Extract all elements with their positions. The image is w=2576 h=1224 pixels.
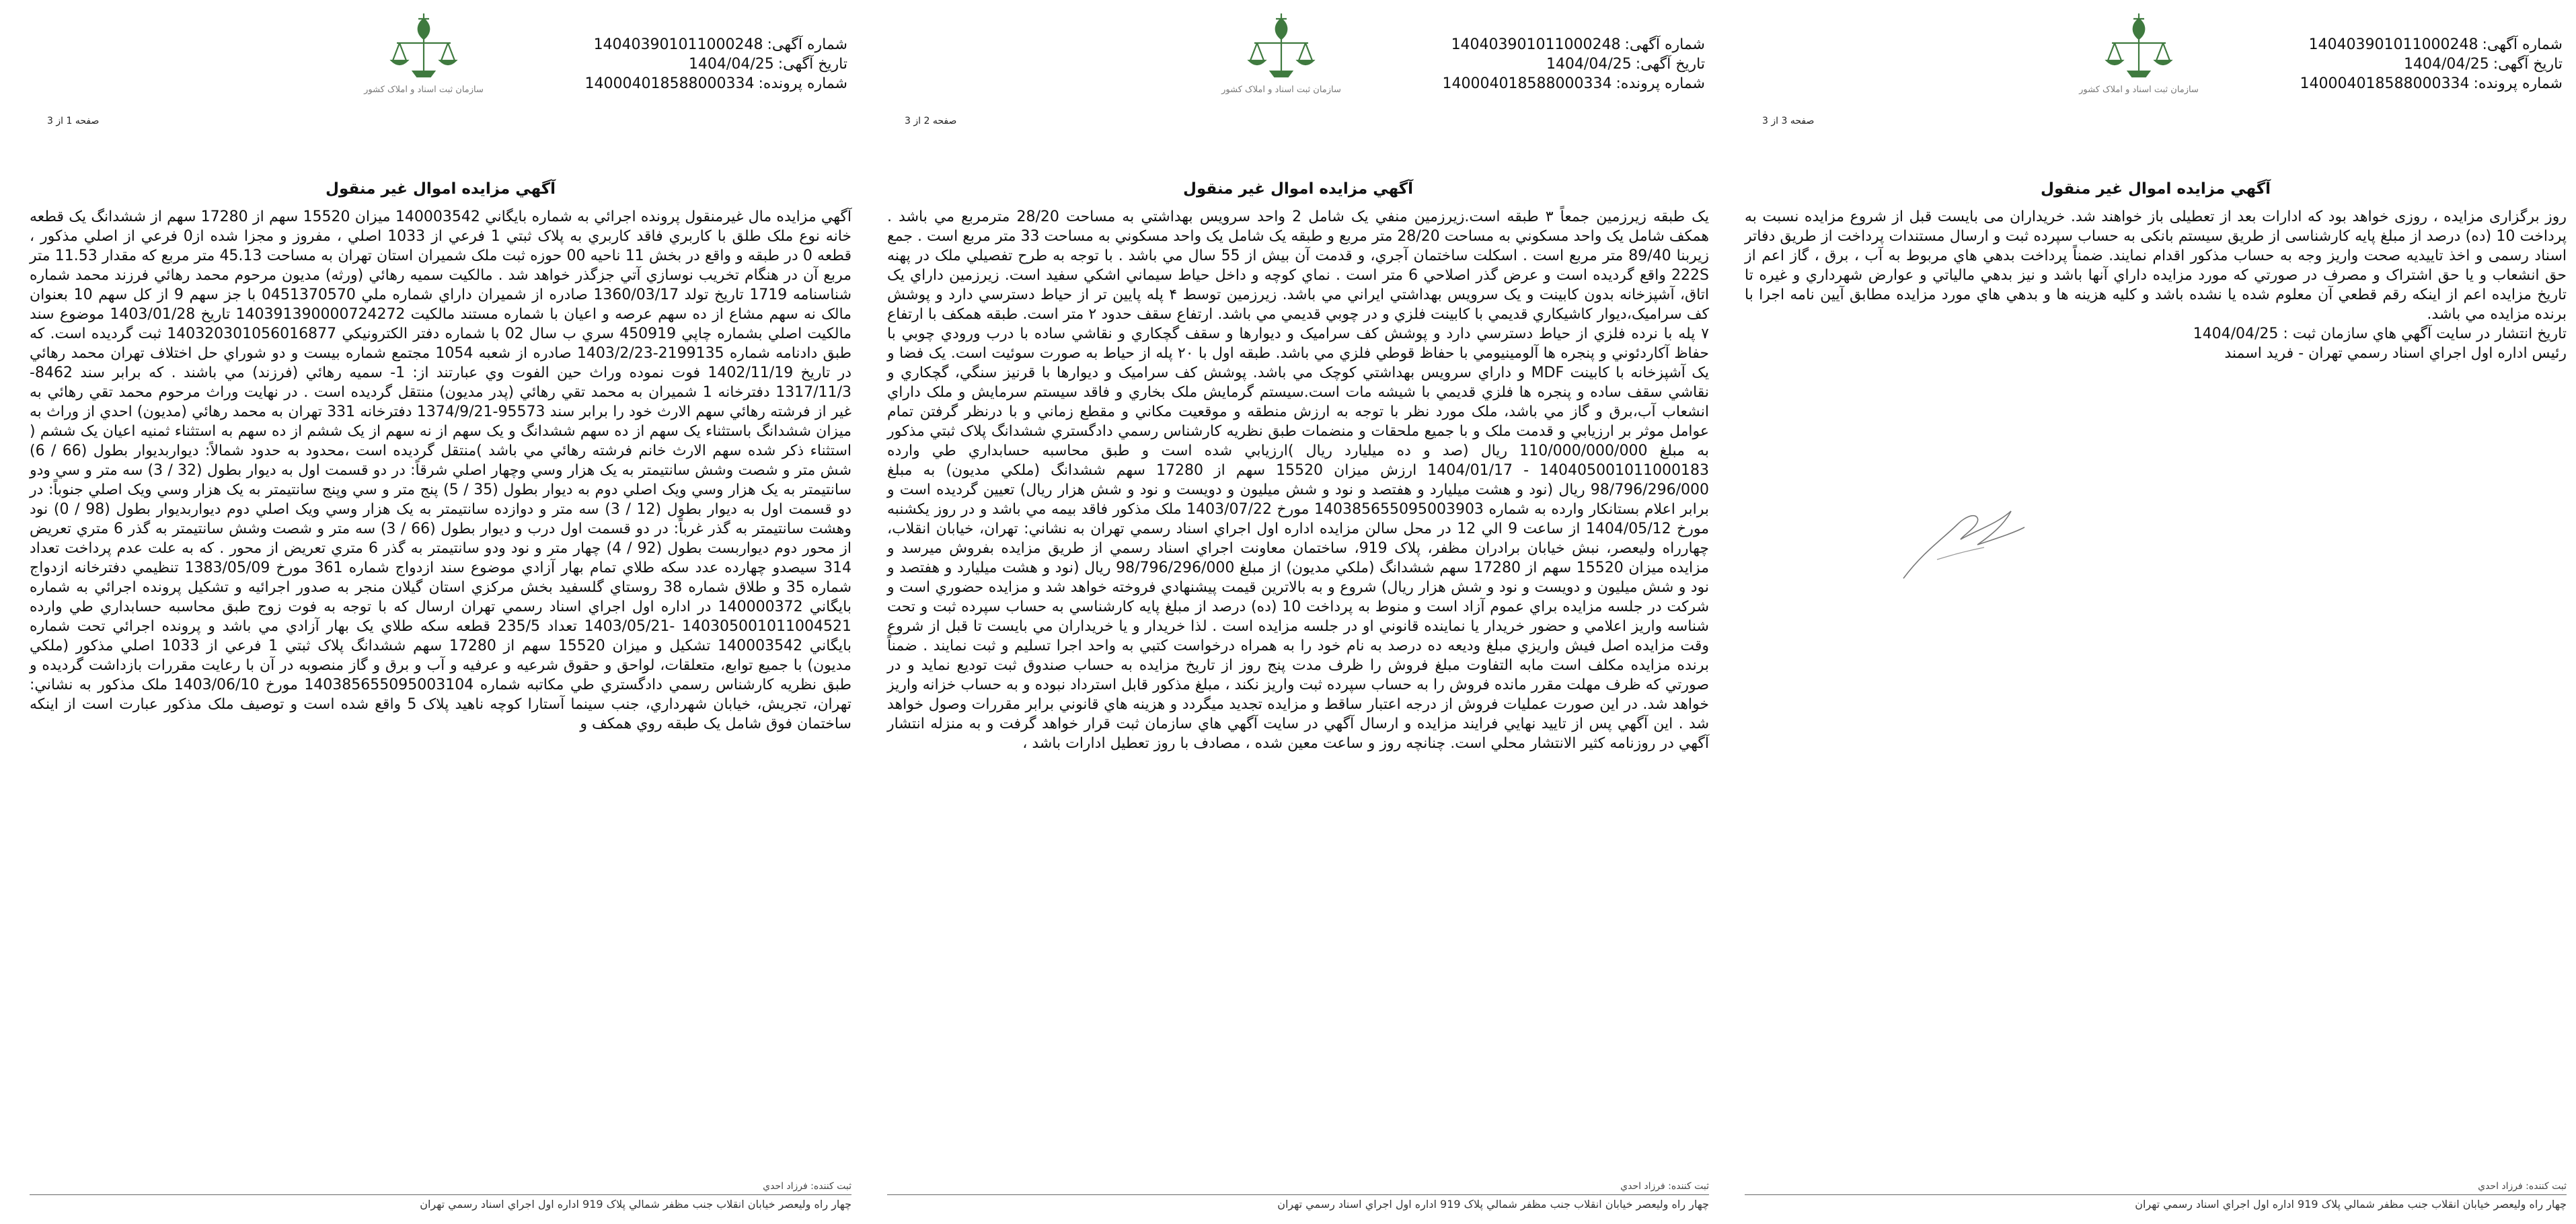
ad-body [1745, 207, 2567, 363]
page-number: صفحه 1 از 3 [47, 116, 100, 126]
registered-by: ثبت کننده: فرزاد احدي [763, 1181, 851, 1192]
emblem-caption: سازمان ثبت اسناد و املاک کشور [364, 85, 484, 95]
office-address: چهار راه وليعصر خيابان انقلاب جنب مظفر شمالي پلاک 919 اداره اول اجراي اسناد رسمي تهران [420, 1198, 851, 1211]
registered-by: ثبت کننده: فرزاد احدي [1620, 1181, 1709, 1192]
ad-number: 140403901011000248 [593, 36, 763, 53]
ad-page-1 [20, 0, 861, 1224]
handwritten-signature [1897, 498, 2031, 588]
registered-by: ثبت کننده: فرزاد احدي [2478, 1181, 2567, 1192]
file-number-label: شماره پرونده: [758, 75, 847, 92]
office-address: چهار راه وليعصر خيابان انقلاب جنب مظفر شمالي پلاک 919 اداره اول اجراي اسناد رسمي تهران [2135, 1198, 2567, 1211]
ad-number: 140403901011000248 [1451, 36, 1621, 53]
office-address: چهار راه وليعصر خيابان انقلاب جنب مظفر شمالي پلاک 919 اداره اول اجراي اسناد رسمي تهران [1277, 1198, 1709, 1211]
ad-date-label: تاریخ آگهی: [778, 56, 847, 73]
ad-paragraph: يک طبقه زيرزمين جمعاً ٣ طبقه است.زيرزمين منفي يک شامل 2 واحد سرويس بهداشتي به مساحت 28/20 مترمربع مي باشد . همکف شامل يک واحد مسکوني به مساحت 28/20 متر مربع و طبقه يک شامل يک واحد مسکوني به مساحت 33 متر مربع است . جمع زيربنا 89/40 متر مربع است . اسکلت ساختمان آجري، و قدمت آن بيش از 55 سال مي باشد . با توجه به طرح تفصيلي ملک در پهنه 222S واقع گرديده است و عرض گذر اصلاحي 6 متر است . نماي کوچه و داخل حياط سيماني اشکي سفيد است. زيرزمين داراي يک اتاق، آشپزخانه بدون کابينت و يک سرويس بهداشتي ايراني مي باشد. زيرزمين توسط ۴ پله پايين تر از حياط دسترسي دارد و پوشش کف سراميک،ديوار کاشيکاري قديمي با کابينت فلزي و در چوبي قديمي مي باشد. ارتفاع سقف حدود ٢ متر است. طبقه همکف با ارتفاع ٧ پله با نرده فلزي از حياط دسترسي دارد و پوشش کف سراميک و ديوارها و سقف گچکاري و نقاشي ساده با درب ورودي چوبي با حفاظ آکاردئوني و پنجره ها آلومينيومي با حفاظ قوطي فلزي مي باشد. طبقه اول با ٢٠ پله از حياط به صورت سوئيت است. يک فضا و يک آشپزخانه با کابينت MDF و داراي سرويس بهداشتي کوچک مي باشد. پوشش کف سراميک و ديوارها با قرنيز سنگي، گچکاري و نقاشي سقف ساده و پنجره ها فلزي قديمي با شيشه مات است.سيستم گرمايش ملک بخاري و فاقد سيستم سرمايش و ملک داراي انشعاب آب،برق و گاز مي باشد، ملک مورد نظر با توجه به ارزش منطقه و موقعيت مکاني و مقطع زماني و با درنظر گرفتن تمام عوامل موثر بر ارزيابي و قدمت ملک و با جميع ملحقات و منضمات طبق نظريه کارشناس رسمي دادگستري ششدانگ پلاک ثبتي مذکور به مبلغ 110/000/000/000 ريال (صد و ده ميليارد ريال )ارزيابي شده است و طبق محاسبه حسابداري طي وارده 140405001011000183 - 1404/01/17 ارزش ميزان 15520 سهم از 17280 سهم ششدانگ (ملکي مديون) به مبلغ 98/796/296/000 ريال (نود و هشت ميليارد و هفتصد و نود و شش ميليون و دويست و نود و شش هزار ريال) تعيين گرديده است و برابر اعلام بستانکار وارده به شماره 140385655095003903 مورخ 1403/07/22 ملک مذکور فاقد بيمه مي باشد و در روز يکشنبه مورخ 1404/05/12 از ساعت 9 الي 12 در محل سالن مزايده اداره اول اجراي اسناد رسمي تهران به نشاني: تهران، خيابان انقلاب، چهارراه وليعصر، نبش خيابان برادران مظفر، پلاک 919، ساختمان معاونت اجراي اسناد رسمي از طريق مزايده بفروش ميرسد و مزايده ميزان 15520 سهم از 17280 سهم ششدانگ (ملکي مديون) از مبلغ 98/796/296/000 ريال (نود و هشت ميليارد و هفتصد و نود و شش ميليون و دويست و نود و شش هزار ريال) شروع و به بالاترين قيمت پيشنهادي فروخته خواهد شد و مزايده حضوري است و شرکت در جلسه مزايده براي عموم آزاد است و منوط به پرداخت 10 (ده) درصد از مبلغ پايه کارشناسي به حساب سپرده ثبت و تحت شناسه واريز اعلامي و حضور خريدار يا نماينده قانوني او در جلسه مزايده است . لذا خريدار و يا خريداران مي بايست تا قبل از شروع وقت مزايده اصل فيش واريزي مبلغ وديعه ده درصد به نام خود را به همراه درخواست کتبي به واحد اجرا تسليم و ثبت نمايند . ضمناً برنده مزايده مکلف است مابه التفاوت مبلغ فروش را ظرف مدت پنج روز از تاريخ مزايده به حساب صندوق ثبت توديع نمايد و در صورتي که ظرف مهلت مقرر مانده فروش را به حساب سپرده ثبت واريز نکند ، مبلغ مذکور قابل استرداد نبوده و به حساب خزانه واريز خواهد شد. در اين صورت عمليات فروش از درجه اعتبار ساقط و مزايده تجديد ميگردد و هزينه هاي قانوني برابر مقررات وصول خواهد شد . اين آگهي پس از تاييد نهايي فرايند مزايده و ارسال آگهي در سايت آگهي هاي سازمان ثبت قرار خواهد گرفت و به منزله انتشار آگهي در روزنامه کثير الانتشار محلي است. چنانچه روز و ساعت معين شده ، مصادف با روز تعطيل ادارات باشد ، [887, 208, 1710, 752]
ad-date: 1404/04/25 [2403, 56, 2489, 73]
ad-meta [1439, 35, 1705, 93]
ad-date-label: تاریخ آگهی: [1635, 56, 1705, 73]
ad-date-label: تاریخ آگهی: [2493, 56, 2563, 73]
file-number: 140004018588000334 [584, 75, 755, 92]
ad-number: 140403901011000248 [2308, 36, 2478, 53]
judiciary-emblem-icon [2072, 9, 2206, 110]
ad-number-label: شماره آگهی: [1624, 36, 1705, 53]
judiciary-emblem-icon [356, 9, 491, 110]
ad-number-label: شماره آگهی: [767, 36, 847, 53]
ad-title: آگهي مزايده اموال غير منقول [325, 180, 556, 198]
footer-divider [30, 1194, 851, 1195]
file-number-label: شماره پرونده: [2473, 75, 2563, 92]
signer-line: رئيس اداره اول اجراي اسناد رسمي تهران - فريد اسمند [2224, 345, 2567, 362]
ad-footer [887, 1181, 1709, 1211]
publish-date-line: تاريخ انتشار در سايت آگهي هاي سازمان ثبت : 1404/04/25 [2193, 326, 2567, 342]
footer-divider [887, 1194, 1709, 1195]
emblem-caption: سازمان ثبت اسناد و املاک کشور [1221, 85, 1341, 95]
ad-meta [581, 35, 847, 93]
ad-body [30, 207, 851, 734]
ad-paragraph: آگهي مزايده مال غيرمنقول پرونده اجرائي به شماره بايگاني 140003542 ميزان 15520 سهم از 17280 سهم از ششدانگ يک قطعه خانه نوع ملک طلق با کاربري فاقد کاربري به پلاک ثبتي 1 فرعي از 1033 اصلي ، مفروز و مجزا شده از0 فرعي از اصلي مذکور ، قطعه 0 در طبقه و واقع در بخش 11 ناحيه 00 حوزه ثبت ملک شميران استان تهران به مساحت 45.13 متر مربع که مقدار 11.53 متر مربع آن در هنگام تخريب نوسازي آتي جزگذر خواهد شد . مالکيت سميه رهائي (ورثه) مديون مرحوم محمد رهائي فرزند محمد شماره شناسنامه 1719 تاريخ تولد 1360/03/17 صادره از شميران داراي شماره ملي 0451370570 با جز سهم 9 از کل سهم 10 بعنوان مالک نه سهم مشاع از ده سهم عرصه و اعيان با شماره مستند مالکيت 140391390000724272 تاريخ 1403/01/28 موضوع سند مالکيت اصلي بشماره چاپي 450919 سري ب سال 02 با شماره دفتر الکترونيکي 140320301056016877 ثبت گرديده است. که طبق دادنامه شماره 2199135-1403/2/23 صادره از شعبه 1054 مجتمع شماره بيست و دو شوراي حل اختلاف تهران محمد رهائي در تاريخ 1402/11/19 فوت نموده وراث حين الفوت وي عبارتند از: 1- سميه رهائي (فرزند) مي باشند . که برابر سند 8462-1317/11/3 دفترخانه 1 شميران به محمد تقي رهائي (پدر مديون) منتقل گرديده است . در نهايت وراث مرحوم محمد تقي رهائي به غير از فرشته رهائي سهم الارث خود را برابر سند 95573-1374/9/21 دفترخانه 331 تهران به محمد رهائي (مديون) احدي از وراث به ميزان ششدانگ باستثناء يک سهم از ده سهم ششدانگ و يک سهم از نه سهم از يک ششم از ده سهم به استثناء ثمنيه اعيان يک ششم ( استثناء ذکر شده سهم الارث خانم فرشته رهائي مي باشد )منتقل گرديده است ،محدود به حدود شمالاً: ديواربديوار بطول (66 / 6) شش متر و شصت وشش سانتيمتر به يک هزار وسي وچهار اصلي شرقاً: در دو قسمت اول به ديوار بطول (32 / 3) سه متر و سي ودو سانتيمتر به يک هزار وسي ويک اصلي دوم به ديوار بطول (35 / 5) پنج متر و سي وپنج سانتيمتر به يک هزار وسي ويک اصلي جنوباً: در دو قسمت اول به ديوار بطول (12 / 3) سه متر و دوازده سانتيمتر به يک هزار وسي ويک اصلي دوم ديواربديوار بطول (98 / 0) نود وهشت سانتيمتر به گذر غرباً: در دو قسمت اول درب و ديوار بطول (66 / 3) سه متر و شصت وشش سانتيمتر به گذر 6 متري تعريض از محور دوم ديواربست بطول (92 / 4) چهار متر و نود ودو سانتيمتر به گذر 6 متري تعريض از محور . که به علت عدم پرداخت تعداد 314 سيصدو چهارده عدد سکه طلاي تمام بهار آزادي موضوع سند ازدواج شماره 361 مورخ 1383/05/09 تنظيمي دفترخانه ازدواج شماره 35 و طلاق شماره 38 روستاي گلسفيد بخش مرکزي استان گيلان منجر به صدور اجرائيه و تشکيل پرونده اجرائي به شماره بايگاني 140000372 در اداره اول اجراي اسناد رسمي تهران ارسال که با توجه به فوت زوج طبق محاسبه حسابداري طي وارده 140305001011004521 -1403/05/21 تعداد 235/5 قطعه سکه طلاي يک بهار آزادي مي باشد و پرونده اجرائي تحت شماره بايگاني 140003542 تشکيل و ميزان 15520 سهم از 17280 سهم ششدانگ پلاک ثبتي 1 فرعي از 1033 اصلي مذکور (ملکي مديون) با جميع توابع، متعلقات، لواحق و حقوق شرعيه و عرفيه و آب و برق و گاز منصوبه در آن با رعايت مقررات بازداشت گرديده و طبق نظريه کارشناس رسمي دادگستري طي مکاتبه شماره 140385655095003104 مورخ 1403/06/10 ملک مذکور به نشاني: تهران، تجريش، خيابان شهرداري، جنب سينما آستارا کوچه ناهيد پلاک 5 واقع شده است و توصيف ملک مذکور عبارت است از اينکه ساختمان فوق شامل يک طبقه روي همکف و [30, 208, 852, 732]
ad-meta [2296, 35, 2563, 93]
file-number: 140004018588000334 [1442, 75, 1612, 92]
page-number: صفحه 2 از 3 [905, 116, 957, 126]
judiciary-emblem-icon [1214, 9, 1349, 110]
ad-date: 1404/04/25 [688, 56, 774, 73]
ad-paragraph: روز برگزاری مزایده ، روزی خواهد بود که ادارات بعد از تعطیلی باز خواهند شد. خریداران می بایست قبل از شروع مزایده نسبت به پرداخت 10 (ده) درصد از مبلغ پایه کارشناسی از طریق سیستم بانکی به حساب سپرده ثبت و ارسال مستندات پرداخت از طریق دفاتر اسناد رسمی و اخذ تاییدیه صحت واریز وجه به حساب مذکور اقدام نمایند. ضمناً پرداخت بدهي هاي مربوط به آب ، برق ، گاز اعم از حق انشعاب و یا حق اشتراک و مصرف در صورتي که مورد مزايده داراي آنها باشد و نيز بدهي مالياتي و عوارض شهرداري و غيره تا تاريخ مزايده اعم از اينکه رقم قطعي آن معلوم شده يا نشده باشد و کليه هزينه ها و بدهي هاي مورد مزايده مطابق آيين نامه اجرا با برنده مزايده مي باشد. [1745, 208, 2567, 323]
ad-footer [30, 1181, 851, 1211]
ad-page-3 [1735, 0, 2576, 1224]
emblem-caption: سازمان ثبت اسناد و املاک کشور [2079, 85, 2199, 95]
file-number-label: شماره پرونده: [1616, 75, 1705, 92]
ad-body [887, 207, 1709, 753]
ad-footer [1745, 1181, 2567, 1211]
file-number: 140004018588000334 [2300, 75, 2470, 92]
ad-title: آگهي مزايده اموال غير منقول [1182, 180, 1414, 198]
ad-title: آگهي مزايده اموال غير منقول [2040, 180, 2271, 198]
page-number: صفحه 3 از 3 [1762, 116, 1815, 126]
footer-divider [1745, 1194, 2567, 1195]
ad-number-label: شماره آگهی: [2482, 36, 2563, 53]
ad-page-2 [878, 0, 1718, 1224]
ad-date: 1404/04/25 [1546, 56, 1632, 73]
